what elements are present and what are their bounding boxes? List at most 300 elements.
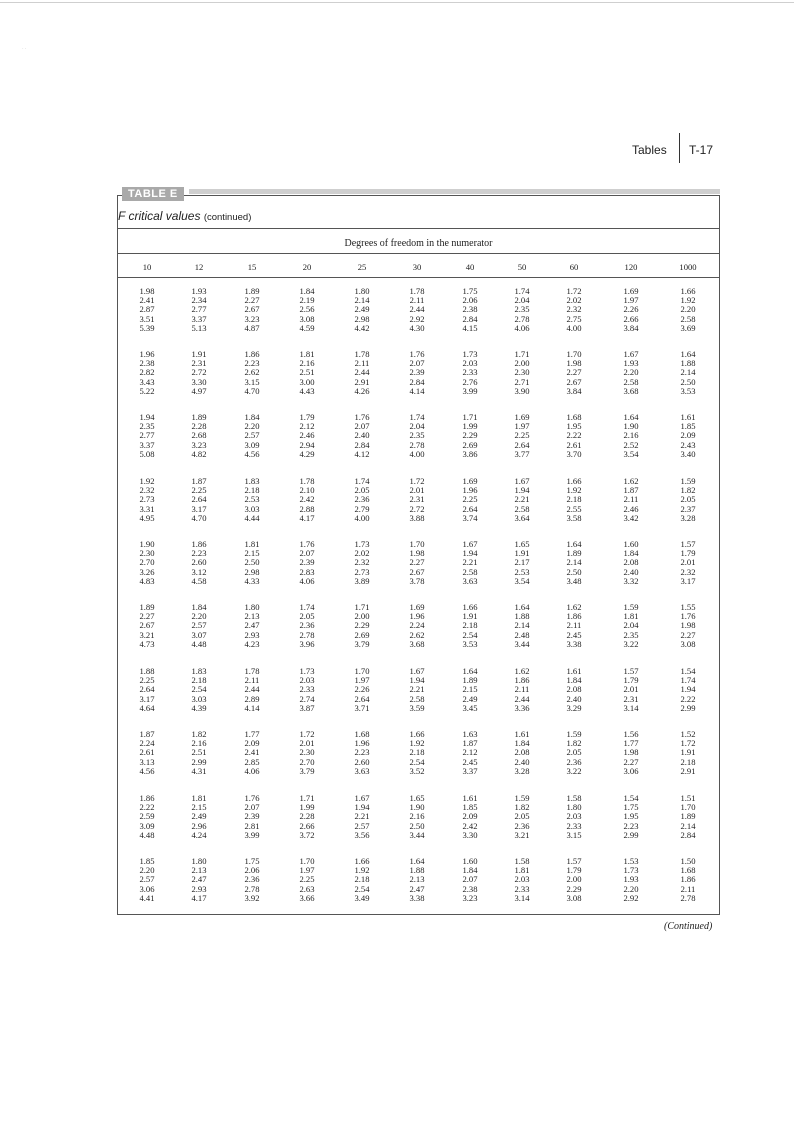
caption-suffix: (continued) [203, 212, 252, 223]
table-cell-group [337, 730, 387, 776]
table-cell: 1.84 [244, 412, 260, 422]
table-cell: 2.07 [244, 802, 260, 813]
table-cell: 2.57 [191, 620, 207, 631]
table-cell: 1.93 [623, 358, 639, 369]
table-cell: 1.73 [462, 349, 478, 359]
table-cell: 2.78 [514, 313, 530, 324]
table-cell-group [606, 857, 656, 903]
table-cell: 1.67 [514, 476, 530, 486]
table-cell: 1.96 [139, 349, 155, 359]
table-cell: 1.61 [462, 793, 478, 803]
table-cell-group [174, 857, 224, 903]
table-cell: 1.67 [462, 539, 478, 549]
table-cell: 2.66 [623, 313, 639, 324]
table-cell: 4.39 [191, 702, 207, 713]
running-header-divider [679, 133, 680, 163]
table-cell: 2.25 [462, 494, 478, 505]
table-cell: 2.59 [139, 811, 155, 822]
table-cell: 1.76 [299, 539, 315, 549]
table-cell: 2.74 [299, 693, 315, 704]
table-cell: 2.98 [354, 313, 370, 324]
table-cell: 2.22 [566, 430, 582, 441]
table-cell: 1.94 [354, 802, 370, 813]
table-cell: 1.67 [623, 349, 639, 359]
table-cell: 2.34 [191, 295, 207, 306]
table-cell-group [122, 794, 172, 840]
table-cell: 3.99 [462, 385, 478, 396]
table-cell: 2.78 [244, 883, 260, 894]
table-cell: 3.38 [566, 638, 582, 649]
table-cell: 4.73 [139, 638, 155, 649]
table-cell-group [663, 730, 713, 776]
table-cell: 4.56 [139, 765, 155, 776]
table-cell: 2.23 [623, 820, 639, 831]
table-cell-group [497, 794, 547, 840]
table-cell-group [497, 730, 547, 776]
table-cell: 1.67 [409, 666, 425, 676]
table-cell: 2.05 [299, 611, 315, 622]
table-cell-group [497, 413, 547, 459]
table-cell: 2.32 [566, 304, 582, 315]
table-cell: 3.14 [623, 702, 639, 713]
table-cell: 2.54 [462, 629, 478, 640]
table-cell: 2.07 [299, 548, 315, 559]
table-cell: 1.66 [566, 476, 582, 486]
table-cell: 3.64 [514, 512, 530, 523]
table-cell: 3.53 [680, 385, 696, 396]
table-cell: 1.96 [462, 485, 478, 496]
table-cell: 2.14 [514, 620, 530, 631]
table-cell: 1.66 [354, 856, 370, 866]
table-cell: 2.04 [514, 295, 530, 306]
table-cell: 2.33 [299, 684, 315, 695]
table-cell: 2.13 [409, 874, 425, 885]
table-cell: 1.72 [409, 476, 425, 486]
table-cell: 2.23 [191, 548, 207, 559]
table-cell: 1.72 [566, 286, 582, 296]
table-cell: 2.33 [566, 820, 582, 831]
table-cell: 1.86 [191, 539, 207, 549]
table-cell: 1.64 [462, 666, 478, 676]
table-cell-group [392, 350, 442, 396]
table-cell: 1.88 [680, 358, 696, 369]
table-cell: 2.60 [354, 756, 370, 767]
table-cell: 1.81 [299, 349, 315, 359]
table-cell: 1.76 [244, 793, 260, 803]
table-cell: 2.18 [462, 620, 478, 631]
table-cell: 1.78 [409, 286, 425, 296]
table-cell-group [282, 477, 332, 523]
table-cell: 2.31 [409, 494, 425, 505]
table-cell: 4.31 [191, 765, 207, 776]
table-cell: 1.69 [409, 602, 425, 612]
table-cell: 3.30 [462, 829, 478, 840]
table-cell: 4.24 [191, 829, 207, 840]
table-cell: 1.73 [623, 865, 639, 876]
table-cell: 1.82 [566, 738, 582, 749]
table-cell: 2.79 [354, 503, 370, 514]
table-cell-group [174, 730, 224, 776]
table-cell: 1.88 [514, 611, 530, 622]
table-cell: 2.72 [409, 503, 425, 514]
column-header: 20 [302, 262, 312, 272]
table-cell: 3.51 [139, 313, 155, 324]
table-cell: 3.23 [191, 439, 207, 450]
table-cell-group [497, 287, 547, 333]
table-cell: 1.98 [623, 747, 639, 758]
table-cell: 2.75 [566, 313, 582, 324]
table-cell: 2.44 [354, 367, 370, 378]
table-cell: 2.14 [354, 295, 370, 306]
table-cell: 2.13 [191, 865, 207, 876]
table-cell: 1.61 [680, 412, 696, 422]
table-cell: 2.93 [191, 883, 207, 894]
table-cell: 1.68 [354, 729, 370, 739]
table-cell-group [497, 667, 547, 713]
table-cell: 2.68 [191, 430, 207, 441]
table-cell: 3.08 [680, 638, 696, 649]
table-cell: 3.30 [191, 376, 207, 387]
table-cell: 2.81 [244, 820, 260, 831]
table-cell: 2.49 [354, 304, 370, 315]
table-cell: 3.23 [244, 313, 260, 324]
table-cell-group [549, 794, 599, 840]
table-cell: 2.03 [566, 811, 582, 822]
table-cell-group [606, 287, 656, 333]
table-cell: 3.17 [139, 693, 155, 704]
table-cell: 1.66 [409, 729, 425, 739]
table-cell: 1.93 [191, 286, 207, 296]
table-cell: 2.36 [566, 756, 582, 767]
table-cell-group [445, 350, 495, 396]
table-cell: 2.00 [566, 874, 582, 885]
table-cell: 1.53 [623, 856, 639, 866]
table-cell: 1.97 [514, 421, 530, 432]
table-cell: 2.92 [409, 313, 425, 324]
table-cell: 3.84 [623, 322, 639, 333]
table-cell: 2.56 [299, 304, 315, 315]
table-cell: 3.63 [354, 765, 370, 776]
table-cell: 2.18 [244, 485, 260, 496]
table-cell-group [663, 857, 713, 903]
table-cell: 4.48 [139, 829, 155, 840]
table-cell: 4.95 [139, 512, 155, 523]
table-cell: 2.30 [514, 367, 530, 378]
table-cell: 2.01 [680, 557, 696, 568]
table-cell-group [606, 413, 656, 459]
table-cell: 2.78 [680, 892, 696, 903]
table-cell: 2.73 [139, 494, 155, 505]
table-cell: 2.99 [680, 702, 696, 713]
table-cell: 2.27 [566, 367, 582, 378]
table-cell-group [282, 540, 332, 586]
table-cell: 4.00 [566, 322, 582, 333]
table-cell: 2.46 [623, 503, 639, 514]
table-cell: 3.77 [514, 448, 530, 459]
table-cell-group [445, 477, 495, 523]
table-cell: 2.67 [566, 376, 582, 387]
table-cell: 2.58 [623, 376, 639, 387]
table-cell: 1.59 [566, 729, 582, 739]
table-cell-group [663, 413, 713, 459]
page-number: T-17 [689, 143, 714, 157]
table-cell: 1.91 [680, 747, 696, 758]
table-cell-group [122, 477, 172, 523]
table-cell: 2.18 [680, 756, 696, 767]
table-cell: 3.29 [566, 702, 582, 713]
table-cell: 2.51 [191, 747, 207, 758]
table-cell: 1.64 [680, 349, 696, 359]
table-cell: 3.03 [244, 503, 260, 514]
table-cell: 4.14 [409, 385, 425, 396]
table-cell: 1.70 [409, 539, 425, 549]
table-cell: 2.45 [566, 629, 582, 640]
table-cell: 4.42 [354, 322, 370, 333]
table-cell-group [549, 857, 599, 903]
table-cell: 1.66 [680, 286, 696, 296]
table-cell: 1.72 [299, 729, 315, 739]
table-cell: 2.38 [462, 304, 478, 315]
table-cell: 3.37 [139, 439, 155, 450]
table-cell: 2.36 [299, 620, 315, 631]
table-cell: 4.64 [139, 702, 155, 713]
table-cell: 1.80 [191, 856, 207, 866]
table-cell-group [549, 540, 599, 586]
table-cell: 1.79 [566, 865, 582, 876]
table-cell: 2.45 [462, 756, 478, 767]
table-cell: 4.06 [299, 575, 315, 586]
table-cell: 1.64 [514, 602, 530, 612]
table-cell: 1.94 [462, 548, 478, 559]
table-cell: 3.06 [623, 765, 639, 776]
table-cell: 2.16 [191, 738, 207, 749]
table-cell-group [174, 667, 224, 713]
table-cell: 2.50 [244, 557, 260, 568]
table-cell: 3.15 [566, 829, 582, 840]
table-cell: 2.14 [680, 367, 696, 378]
table-cell: 2.27 [244, 295, 260, 306]
table-cell-group [392, 413, 442, 459]
table-cell: 1.74 [514, 286, 530, 296]
table-cell: 2.58 [680, 313, 696, 324]
table-cell: 2.27 [623, 756, 639, 767]
table-cell: 3.72 [299, 829, 315, 840]
table-cell: 3.69 [680, 322, 696, 333]
table-cell: 1.64 [566, 539, 582, 549]
table-cell-group [445, 794, 495, 840]
table-cell: 3.40 [680, 448, 696, 459]
table-cell: 2.03 [462, 358, 478, 369]
table-cell: 2.25 [514, 430, 530, 441]
table-cell: 2.22 [139, 802, 155, 813]
table-cell: 1.92 [680, 295, 696, 306]
table-cell: 3.37 [462, 765, 478, 776]
table-cell-group [497, 350, 547, 396]
header-rule-bottom [117, 277, 720, 278]
table-cell-group [282, 794, 332, 840]
table-cell-group [392, 287, 442, 333]
table-cell: 4.00 [409, 448, 425, 459]
table-cell: 2.66 [299, 820, 315, 831]
table-cell: 2.35 [623, 629, 639, 640]
table-cell: 4.48 [191, 638, 207, 649]
table-cell-group [445, 603, 495, 649]
table-cell: 1.54 [680, 666, 696, 676]
table-cell-group [282, 857, 332, 903]
table-cell: 2.62 [244, 367, 260, 378]
table-cell: 2.64 [514, 439, 530, 450]
table-cell: 2.47 [244, 620, 260, 631]
table-cell: 2.08 [514, 747, 530, 758]
table-cell: 3.56 [354, 829, 370, 840]
table-cell: 2.11 [680, 883, 696, 894]
table-cell: 2.17 [514, 557, 530, 568]
table-cell: 1.70 [354, 666, 370, 676]
table-cell: 1.85 [462, 802, 478, 813]
table-cell: 3.66 [299, 892, 315, 903]
table-cell: 2.12 [462, 747, 478, 758]
table-cell: 1.77 [244, 729, 260, 739]
table-cell: 3.96 [299, 638, 315, 649]
table-cell: 2.05 [354, 485, 370, 496]
table-cell: 4.15 [462, 322, 478, 333]
table-cell: 1.57 [566, 856, 582, 866]
table-cell: 4.23 [244, 638, 260, 649]
column-header: 1000 [679, 262, 697, 272]
table-cell: 2.89 [244, 693, 260, 704]
table-cell: 1.75 [244, 856, 260, 866]
column-header: 15 [247, 262, 257, 272]
table-cell: 2.16 [299, 358, 315, 369]
table-cell: 3.13 [139, 756, 155, 767]
column-header: 40 [465, 262, 475, 272]
table-cell: 2.04 [623, 620, 639, 631]
table-cell: 2.30 [299, 747, 315, 758]
table-cell: 2.07 [409, 358, 425, 369]
table-label: TABLE E [122, 187, 184, 201]
table-cell: 1.89 [244, 286, 260, 296]
table-cell: 2.88 [299, 503, 315, 514]
table-cell-group [445, 667, 495, 713]
table-cell: 2.91 [680, 765, 696, 776]
table-cell-group [122, 413, 172, 459]
table-cell: 2.05 [566, 747, 582, 758]
table-cell: 2.94 [299, 439, 315, 450]
table-cell: 1.62 [514, 666, 530, 676]
table-cell: 1.89 [462, 675, 478, 686]
table-cell-group [445, 413, 495, 459]
table-cell: 2.49 [462, 693, 478, 704]
table-cell-group [337, 477, 387, 523]
table-cell: 2.25 [139, 675, 155, 686]
table-cell: 2.61 [566, 439, 582, 450]
table-cell: 1.95 [566, 421, 582, 432]
table-cell: 4.58 [191, 575, 207, 586]
table-cell: 2.03 [299, 675, 315, 686]
table-cell: 1.73 [299, 666, 315, 676]
table-cell: 2.42 [299, 494, 315, 505]
table-cell: 2.93 [244, 629, 260, 640]
table-cell: 3.15 [244, 376, 260, 387]
table-cell: 2.92 [623, 892, 639, 903]
table-cell: 2.40 [566, 693, 582, 704]
table-cell: 1.94 [409, 675, 425, 686]
table-cell: 1.80 [354, 286, 370, 296]
table-cell-group [227, 603, 277, 649]
table-cell: 1.91 [514, 548, 530, 559]
table-cell: 2.25 [191, 485, 207, 496]
table-cell: 2.99 [191, 756, 207, 767]
table-cell: 2.01 [409, 485, 425, 496]
table-cell: 3.89 [354, 575, 370, 586]
table-cell: 2.27 [409, 557, 425, 568]
table-cell: 3.17 [191, 503, 207, 514]
table-cell-group [337, 287, 387, 333]
table-cell: 1.82 [514, 802, 530, 813]
table-cell: 2.13 [244, 611, 260, 622]
table-cell: 1.84 [566, 675, 582, 686]
table-cell: 1.60 [462, 856, 478, 866]
table-cell: 2.01 [623, 684, 639, 695]
table-cell: 2.23 [354, 747, 370, 758]
table-cell: 2.06 [244, 865, 260, 876]
table-cell: 1.88 [409, 865, 425, 876]
table-cell: 2.20 [623, 883, 639, 894]
table-cell: 4.82 [191, 448, 207, 459]
table-cell-group [122, 350, 172, 396]
table-cell: 3.00 [299, 376, 315, 387]
table-cell-group [227, 477, 277, 523]
table-cell: 2.87 [139, 304, 155, 315]
table-cell: 3.08 [299, 313, 315, 324]
table-cell: 3.87 [299, 702, 315, 713]
table-cell: 2.84 [680, 829, 696, 840]
table-cell: 1.73 [354, 539, 370, 549]
table-cell: 1.84 [623, 548, 639, 559]
table-cell: 2.03 [514, 874, 530, 885]
table-cell: 2.24 [409, 620, 425, 631]
table-cell: 2.91 [354, 376, 370, 387]
table-cell: 1.79 [680, 548, 696, 559]
table-cell: 2.44 [244, 684, 260, 695]
table-cell: 2.24 [139, 738, 155, 749]
table-cell: 2.54 [409, 756, 425, 767]
table-cell: 2.70 [299, 756, 315, 767]
table-cell: 2.05 [680, 494, 696, 505]
table-cell: 2.57 [244, 430, 260, 441]
table-cell: 1.69 [462, 476, 478, 486]
table-cell: 2.22 [680, 693, 696, 704]
table-cell: 2.54 [354, 883, 370, 894]
table-cell: 1.80 [566, 802, 582, 813]
table-cell-group [122, 603, 172, 649]
table-cell: 2.21 [354, 811, 370, 822]
table-cell: 2.28 [299, 811, 315, 822]
table-cell: 2.06 [462, 295, 478, 306]
table-cell-group [174, 603, 224, 649]
table-cell: 3.08 [566, 892, 582, 903]
table-cell: 2.15 [191, 802, 207, 813]
table-cell: 1.85 [680, 421, 696, 432]
table-cell: 2.64 [191, 494, 207, 505]
table-cell-group [606, 603, 656, 649]
table-cell: 4.06 [244, 765, 260, 776]
table-cell: 2.38 [462, 883, 478, 894]
table-cell: 3.12 [191, 566, 207, 577]
table-cell: 1.98 [566, 358, 582, 369]
table-cell: 4.26 [354, 385, 370, 396]
table-cell-group [549, 667, 599, 713]
